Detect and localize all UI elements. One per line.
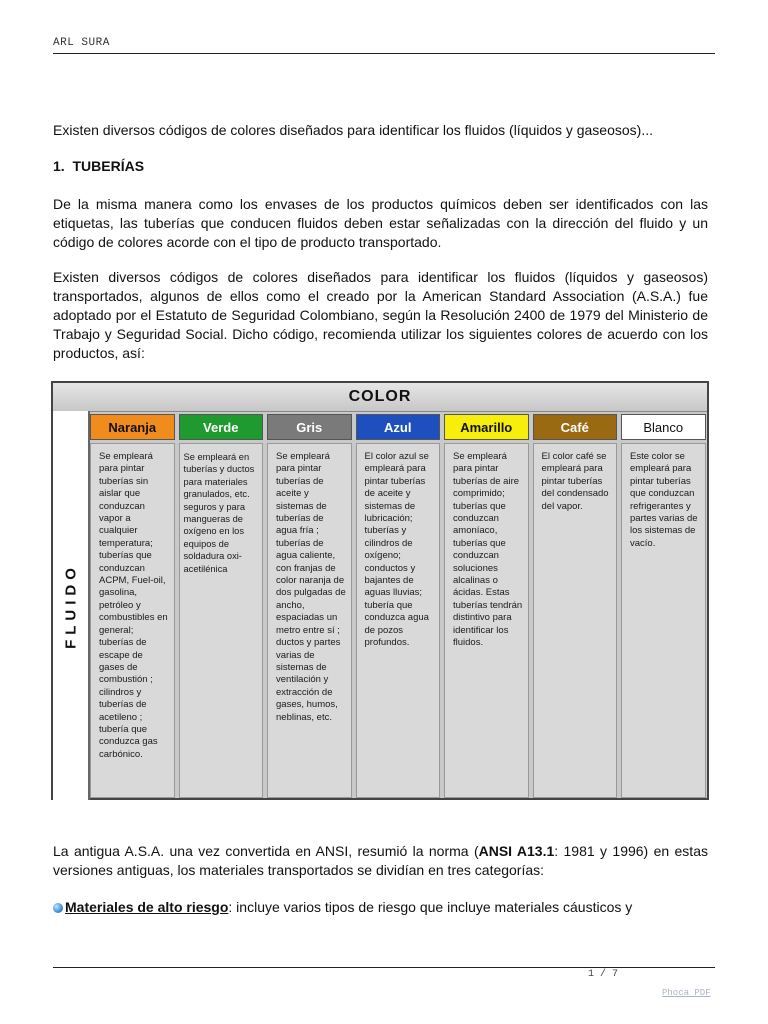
color-header: Café xyxy=(533,414,618,440)
bullet-term: Materiales de alto riesgo xyxy=(65,899,229,915)
row-label: FLUIDO xyxy=(62,562,79,649)
paragraph-2: Existen diversos códigos de colores diseñados para identificar los fluidos (líquidos y gaseosos) transportados, algunos de ellos como el creado por la American Standard Association (A.S.A.) fue adoptado por el Estatuto de Seguridad Colombiano, según la Resolución 2400 de 1979 del Ministerio de Trabajo y Seguridad Social. Dicho código, recomienda utilizar los siguientes colores de acuerdo con los productos, así: xyxy=(53,269,708,361)
paragraph-3-after: : 1981 y 1996) en estas versiones antiguas, los materiales transportados se dividían en tres categorías: xyxy=(53,843,708,878)
color-description: Se empleará para pintar tuberías sin aislar que conduzcan vapor a cualquier temperatura; tuberías que conduzcan ACPM, Fuel-oil, gasolina, petróleo y combustibles en general; tuberías de escape de gases de combustión ; cilindros y tuberías de acetileno ; tubería que conduzca gas carbónico. xyxy=(90,443,175,798)
color-column xyxy=(177,411,266,800)
pipe-color-table xyxy=(51,381,709,800)
color-description: Se empleará en tuberías y ductos para materiales granulados, etc. seguros y para mangueras de oxígeno en los equipos de soldadura oxi-acetilénica xyxy=(179,443,264,798)
color-column xyxy=(442,411,531,800)
color-description: El color azul se empleará para pintar tuberías de aceite y sistemas de lubricación; tuberías y cilindros de oxígeno; conductos y bajantes de aguas lluvias; tubería que conduzca agua de pozos profundos. xyxy=(356,443,441,798)
color-header: Verde xyxy=(179,414,264,440)
bullet-sphere-icon xyxy=(53,903,63,913)
color-column xyxy=(354,411,443,800)
paragraph-3-bold: ANSI A13.1 xyxy=(478,843,555,859)
color-description: El color café se empleará para pintar tuberías del condensado del vapor. xyxy=(533,443,618,798)
intro-paragraph: Existen diversos códigos de colores diseñados para identificar los fluidos (líquidos y gaseosos)... xyxy=(53,122,653,138)
row-label-cell xyxy=(53,411,90,800)
color-column xyxy=(265,411,354,800)
header-title: ARL SURA xyxy=(53,37,110,49)
footer-divider xyxy=(53,967,715,968)
color-column xyxy=(88,411,177,800)
color-description: Se empleará para pintar tuberías de aire comprimido; tuberías que conduzcan amoníaco, tuberías que conduzcan soluciones alcalinas o ácidas. Estas tuberías tendrán distintivo para identificar los fluidos. xyxy=(444,443,529,798)
color-header: Amarillo xyxy=(444,414,529,440)
section-number: 1. xyxy=(53,158,65,174)
color-header: Gris xyxy=(267,414,352,440)
bullet-item xyxy=(53,898,708,917)
bullet-text: : incluye varios tipos de riesgo que incluye materiales cáusticos y xyxy=(228,899,633,915)
paragraph-1: De la misma manera como los envases de los productos químicos deben ser identificados con las etiquetas, las tuberías que conducen fluidos deben estar señalizadas con la dirección del fluido y un código de colores acorde con el tipo de producto transportado. xyxy=(53,196,708,250)
phoca-pdf-link[interactable]: Phoca PDF xyxy=(662,988,711,998)
table-title: COLOR xyxy=(53,383,707,412)
color-column xyxy=(619,411,708,800)
color-header: Azul xyxy=(356,414,441,440)
page-number: 1 / 7 xyxy=(588,969,619,980)
color-description: Este color se empleará para pintar tuberías que conduzcan refrigerantes y partes varias de los sistemas de vacío. xyxy=(621,443,706,798)
section-title: TUBERÍAS xyxy=(72,158,145,174)
color-column xyxy=(531,411,620,800)
paragraph-3-before: La antigua A.S.A. una vez convertida en ANSI, resumió la norma ( xyxy=(53,843,479,859)
paragraph-3 xyxy=(53,842,708,880)
color-header: Naranja xyxy=(90,414,175,440)
color-header: Blanco xyxy=(621,414,706,440)
header-divider xyxy=(53,53,715,54)
section-heading xyxy=(53,158,144,174)
color-description: Se empleará para pintar tuberías de aceite y sistemas de tuberías de agua fría ; tuberías de agua caliente, con franjas de color naranja de dos pulgadas de ancho, espaciadas un metro entre sí ; ductos y partes varias de sistemas de ventilación y extracción de gases, humos, neblinas, etc. xyxy=(267,443,352,798)
